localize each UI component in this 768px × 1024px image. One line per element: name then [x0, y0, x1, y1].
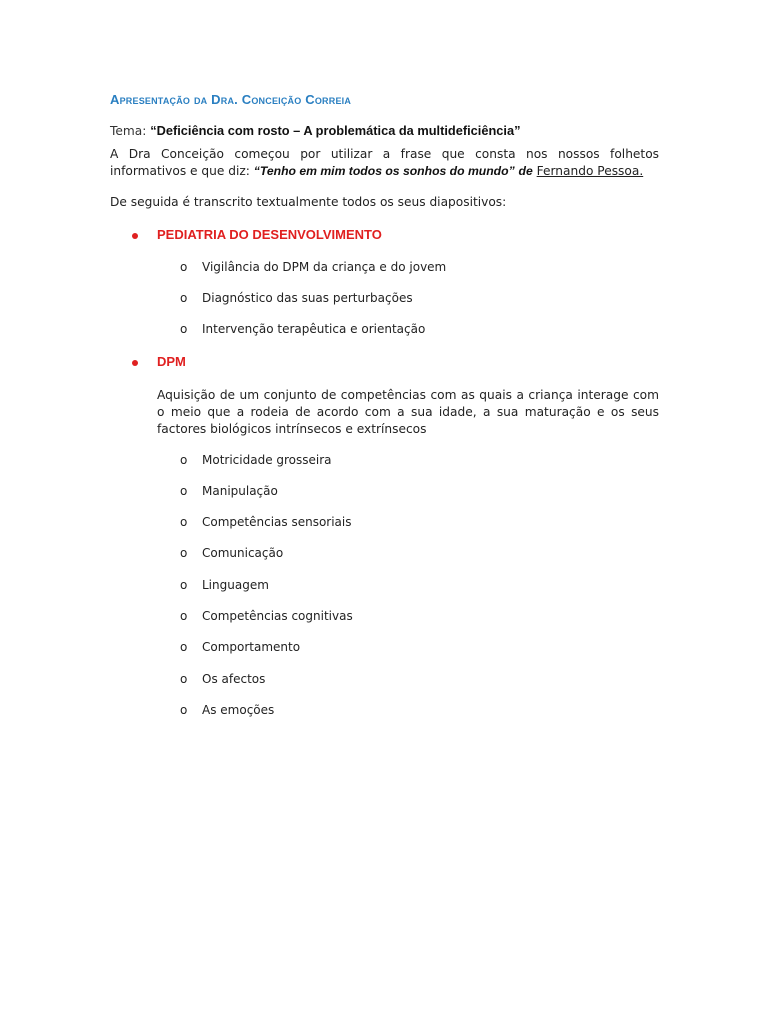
intro-text: A Dra Conceição começou por utilizar a frase que consta nos nossos folhetos informativos e que diz:	[110, 147, 659, 178]
intro-paragraph	[110, 146, 659, 180]
circle-bullet-icon: o	[180, 609, 188, 623]
circle-bullet-icon: o	[180, 546, 188, 560]
list-item-text: Competências sensoriais	[202, 515, 352, 529]
tema-line	[110, 122, 520, 140]
intro-quote: “Tenho em mim todos os sonhos do mundo”	[253, 164, 515, 178]
list-item-text: Manipulação	[202, 484, 278, 498]
list-item-text: Comportamento	[202, 640, 301, 654]
list-item-text: Motricidade grosseira	[202, 453, 332, 467]
bullet-dot-icon	[132, 233, 138, 239]
circle-bullet-icon: o	[180, 484, 188, 498]
list-item-text: Linguagem	[202, 578, 269, 592]
section-title: DPM	[157, 354, 186, 369]
circle-bullet-icon: o	[180, 703, 188, 717]
list-item-text: Os afectos	[202, 672, 266, 686]
list-item-text: Comunicação	[202, 546, 284, 560]
transcript-line: De seguida é transcrito textualmente todos os seus diapositivos:	[110, 195, 507, 209]
intro-connector: de	[518, 164, 533, 178]
circle-bullet-icon: o	[180, 453, 188, 467]
list-item-text: Competências cognitivas	[202, 609, 353, 623]
list-item-text: Vigilância do DPM da criança e do jovem	[202, 260, 447, 274]
section-title: PEDIATRIA DO DESENVOLVIMENTO	[157, 227, 382, 242]
circle-bullet-icon: o	[180, 260, 188, 274]
circle-bullet-icon: o	[180, 640, 188, 654]
circle-bullet-icon: o	[180, 515, 188, 529]
document-heading: Apresentação da Dra. Conceição Correia	[110, 92, 352, 107]
tema-value: “Deficiência com rosto – A problemática da multideficiência”	[150, 123, 521, 138]
list-item-text: Intervenção terapêutica e orientação	[202, 322, 426, 336]
list-item-text: As emoções	[202, 703, 275, 717]
bullet-dot-icon	[132, 360, 138, 366]
circle-bullet-icon: o	[180, 672, 188, 686]
circle-bullet-icon: o	[180, 322, 188, 336]
circle-bullet-icon: o	[180, 291, 188, 305]
circle-bullet-icon: o	[180, 578, 188, 592]
author-link[interactable]: Fernando Pessoa.	[536, 164, 644, 178]
tema-label: Tema:	[110, 124, 147, 138]
dpm-description: Aquisição de um conjunto de competências com as quais a criança interage com o meio que a rodeia de acordo com a sua idade, a sua maturação e os seus factores biológicos intrínsecos e extrínsecos	[157, 388, 659, 436]
list-item-text: Diagnóstico das suas perturbações	[202, 291, 413, 305]
